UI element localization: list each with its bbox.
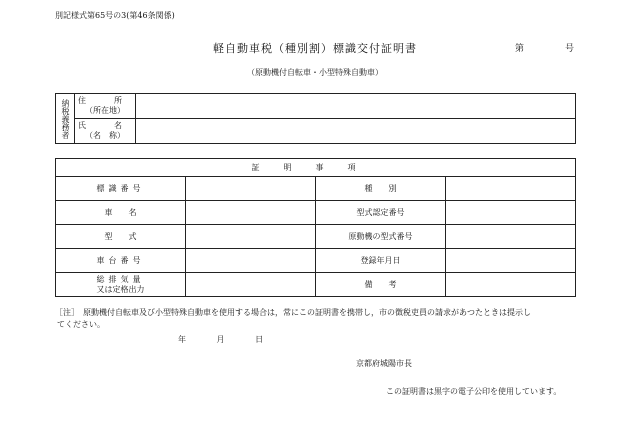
plate-number-field[interactable] bbox=[186, 177, 316, 201]
registration-date-field[interactable] bbox=[446, 249, 576, 273]
remarks-label: 備 考 bbox=[316, 273, 446, 297]
address-label: 住 所 bbox=[78, 96, 132, 105]
engine-model-number-label: 原動機の型式番号 bbox=[316, 225, 446, 249]
issue-date bbox=[178, 334, 291, 345]
vehicle-name-field[interactable] bbox=[186, 201, 316, 225]
registration-date-label: 登録年月日 bbox=[316, 249, 446, 273]
type-approval-number-label: 型式認定番号 bbox=[316, 201, 446, 225]
displacement-field[interactable] bbox=[186, 273, 316, 297]
note-line-2: てください。 bbox=[57, 320, 105, 330]
issuer-name: 京都府城陽市長 bbox=[356, 359, 412, 368]
document-title: 軽自動車税（種別割）標識交付証明書 bbox=[213, 42, 417, 55]
name-label: 氏 名 bbox=[78, 121, 132, 130]
displacement-label-cell bbox=[56, 273, 186, 297]
vehicle-class-label: 種 別 bbox=[316, 177, 446, 201]
vehicle-name-label: 車 名 bbox=[56, 201, 186, 225]
note-line-1: ［注］ 原動機付自転車及び小型特殊自動車を使用する場合は，常にこの証明書を携帯し，市の徴税吏員の請求があつたときは提示し bbox=[55, 308, 531, 317]
taxpayer-side-label: 納税義務者 bbox=[56, 94, 75, 144]
displacement-label: 総排気量 bbox=[96, 274, 145, 284]
name-sublabel: （名 称） bbox=[85, 131, 125, 140]
electronic-seal-note: この証明書は黒字の電子公印を使用しています。 bbox=[386, 387, 562, 396]
date-month: 月 bbox=[216, 335, 225, 344]
address-label-cell bbox=[75, 94, 136, 119]
vehicle-class-field[interactable] bbox=[446, 177, 576, 201]
form-reference: 別記様式第65号の3(第46条関係) bbox=[55, 11, 175, 20]
model-label: 型 式 bbox=[56, 225, 186, 249]
address-sublabel: （所在地） bbox=[85, 106, 125, 115]
taxpayer-table bbox=[55, 93, 576, 144]
name-label-cell bbox=[75, 119, 136, 144]
chassis-number-field[interactable] bbox=[186, 249, 316, 273]
remarks-field[interactable] bbox=[446, 273, 576, 297]
number-suffix: 号 bbox=[565, 44, 575, 54]
model-field[interactable] bbox=[186, 225, 316, 249]
date-day: 日 bbox=[255, 335, 264, 344]
plate-number-label: 標識番号 bbox=[56, 177, 186, 201]
engine-model-number-field[interactable] bbox=[446, 225, 576, 249]
chassis-number-label: 車台番号 bbox=[56, 249, 186, 273]
note bbox=[55, 307, 575, 332]
document-subtitle: （原動機付自転車・小型特殊自動車） bbox=[247, 68, 383, 77]
type-approval-number-field[interactable] bbox=[446, 201, 576, 225]
number-prefix: 第 bbox=[515, 44, 525, 54]
date-year: 年 bbox=[178, 335, 186, 344]
certificate-header: 証明事項 bbox=[56, 159, 576, 177]
address-field[interactable] bbox=[136, 94, 576, 119]
name-field[interactable] bbox=[136, 119, 576, 144]
certificate-table bbox=[55, 158, 576, 297]
rated-output-label: 又は定格出力 bbox=[96, 284, 145, 294]
